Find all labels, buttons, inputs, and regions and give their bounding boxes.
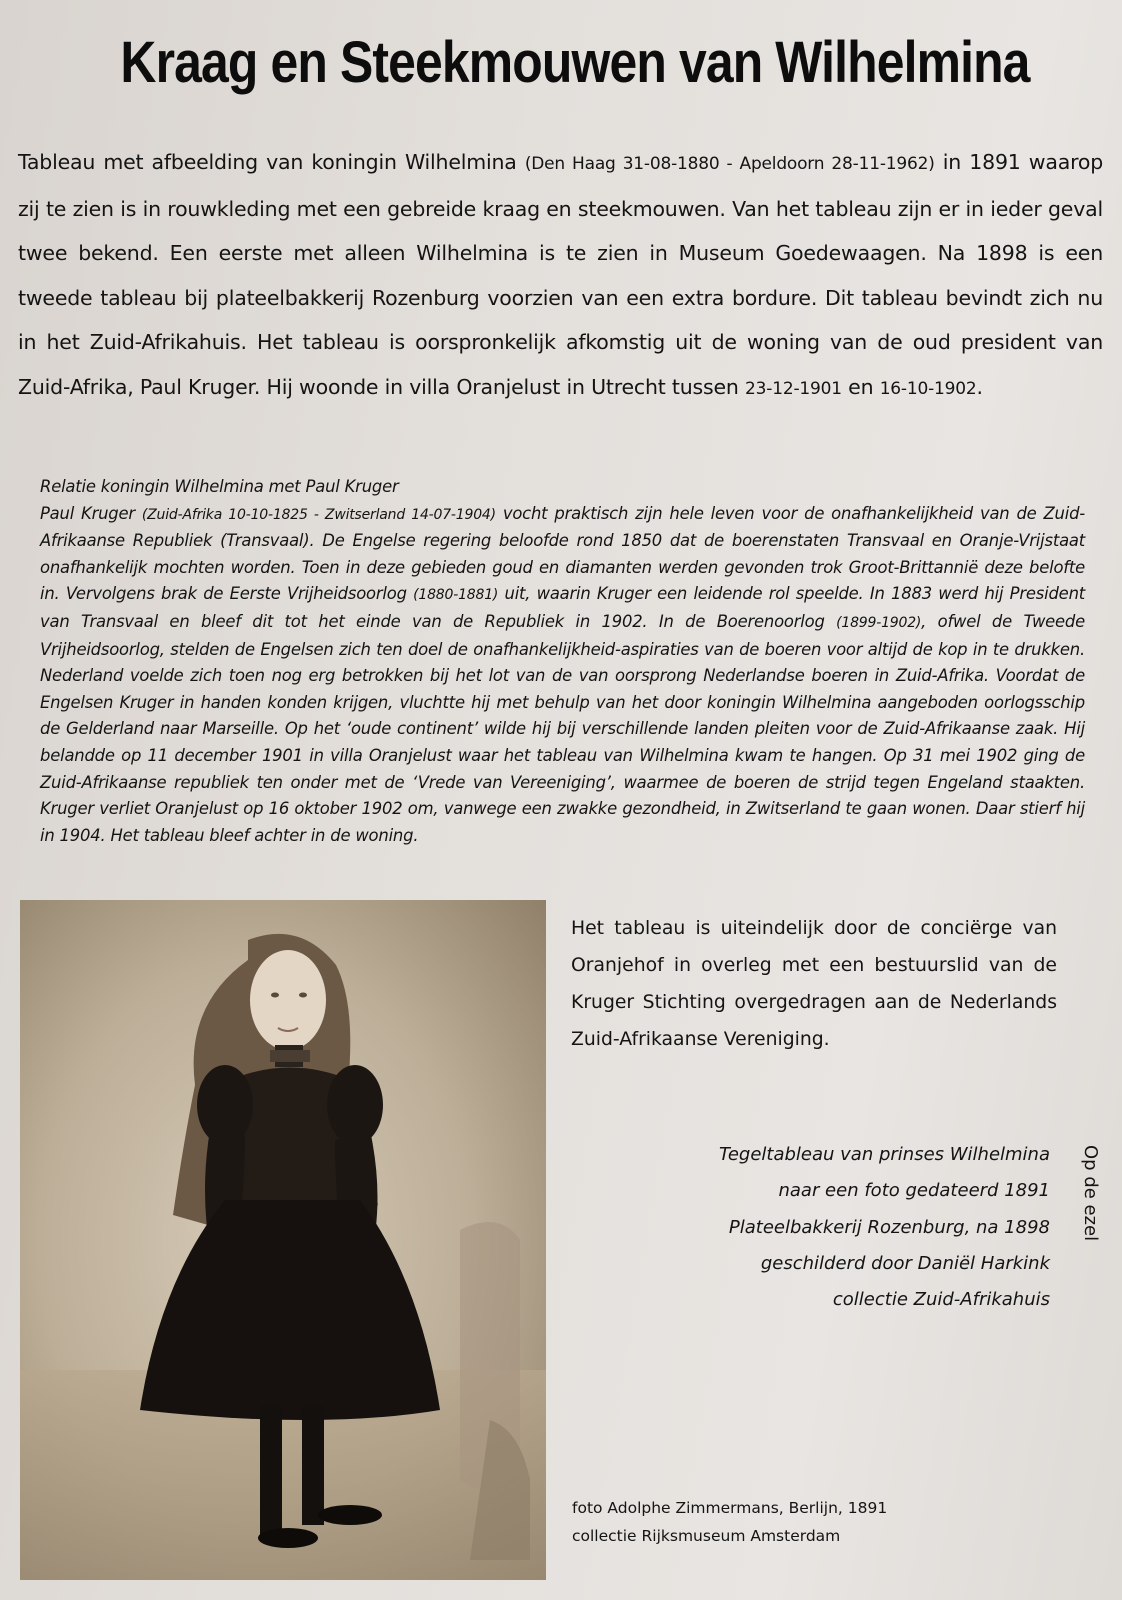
intro-text-d: . — [976, 374, 983, 399]
boer-war-years: (1899-1902) — [836, 614, 922, 631]
credit-line: collectie Rijksmuseum Amsterdam — [572, 1526, 841, 1545]
caption-line: geschilderd door Daniël Harkink — [760, 1252, 1050, 1274]
caption-line: naar een foto gedateerd 1891 — [778, 1180, 1050, 1202]
caption-line: Plateelbakkerij Rozenburg, na 1898 — [728, 1216, 1050, 1238]
kruger-residence-start-date: 23-12-1901 — [745, 378, 842, 399]
relation-section — [40, 474, 1085, 849]
caption-line: collectie Zuid-Afrikahuis — [832, 1289, 1050, 1311]
wilhelmina-life-dates: (Den Haag 31-08-1880 - Apeldoorn 28-11-1962) — [524, 154, 935, 174]
relation-body — [40, 501, 1085, 850]
caption-line: Tegeltableau van prinses Wilhelmina — [719, 1144, 1050, 1165]
tableau-caption — [620, 1137, 1050, 1318]
transfer-paragraph: Het tableau is uiteindelijk door de conciërge van Oranjehof in overleg met een bestuurslid van de Kruger Stichting overgedragen aan de Nederlands Zuid-Afrikaanse Vereniging. — [571, 918, 1057, 1050]
credit-line: foto Adolphe Zimmermans, Berlijn, 1891 — [572, 1499, 888, 1517]
relation-text-b: uit, waarin Kruger een leidende rol speelde. In 1883 werd hij President van Transvaal en bleef dit tot het einde van de Republiek in 1902. In de Boerenoorlog — [40, 584, 1085, 631]
relation-text-c: , ofwel de Tweede Vrijheidsoorlog, stelden de Engelsen zich ten doel de onafhankelijkheid-aspiraties van de boeren voor altijd de kop in te drukken. Nederland voelde zich toen nog erg betrokken bij het lot van de van oorsprong Nederlandse boeren in Zuid-Afrika. Voordat de Engelsen Kruger in handen konden krijgen, vluchtte hij met behulp van het door koningin Wilhelmina aangeboden oorlogsschip de Gelderland naar Marseille. Op het ‘oude continent’ wilde hij bij verschillende landen pleiten voor de Zuid-Afrikaanse zaak. Hij belandde op 11 december 1901 in villa Oranjelust waar het tableau van Wilhelmina kwam te hangen. Op 31 mei 1902 ging de Zuid-Afrikaanse republiek ten onder met de ‘Vrede van Vereeniging’, waarmee de boeren de strijd tegen Engeland staakten. Kruger verliet Oranjelust op 16 oktober 1902 om, vanwege een zwakke gezondheid, in Zwitserland te gaan wonen. Daar stierf hij in 1904. Het tableau bleef achter in de woning. — [40, 611, 1086, 845]
relation-heading: Relatie koningin Wilhelmina met Paul Kruger — [40, 477, 399, 496]
intro-text-c: en — [841, 374, 880, 399]
relation-name: Paul Kruger — [40, 503, 142, 523]
wilhelmina-portrait-photo — [20, 900, 546, 1580]
first-war-years: (1880-1881) — [413, 587, 499, 604]
photo-credit — [572, 1495, 972, 1550]
easel-label: Op de ezel — [1080, 1145, 1101, 1242]
intro-paragraph — [18, 140, 1103, 411]
intro-text-b: in 1891 waarop zij te zien is in rouwkleding met een gebreide kraag en steekmouwen. Van het tableau zijn er in ieder geval twee bekend. Een eerste met alleen Wilhelmina is te zien in Museum Goedewaagen. Na 1898 is een tweede tableau bij plateelbakkerij Rozenburg voorzien van een extra bordure. Dit tableau bevindt zich nu in het Zuid-Afrikahuis. Het tableau is oorspronkelijk afkomstig uit de woning van de oud president van Zuid-Afrika, Paul Kruger. Hij woonde in villa Oranjelust in Utrecht tussen — [18, 150, 1104, 399]
kruger-life-dates: (Zuid-Afrika 10-10-1825 - Zwitserland 14-07-1904) — [141, 506, 496, 523]
page-title: Kraag en Steekmouwen van Wilhelmina — [120, 30, 1030, 95]
portrait-illustration — [20, 900, 546, 1580]
intro-text-a: Tableau met afbeelding van koningin Wilhelmina — [18, 150, 525, 174]
kruger-residence-end-date: 16-10-1902 — [879, 378, 977, 399]
relation-text-a: vocht praktisch zijn hele leven voor de onafhankelijkheid van de Zuid-Afrikaanse Republiek (Transvaal). De Engelse regering beloofde rond 1850 dat de boerenstaten Transvaal en Oranje-Vrijstaat onafhankelijk mochten worden. Toen in deze gebieden goud en diamanten werden gevonden trok Groot-Brittannië deze belofte in. Vervolgens brak de Eerste Vrijheidsoorlog — [40, 503, 1085, 604]
